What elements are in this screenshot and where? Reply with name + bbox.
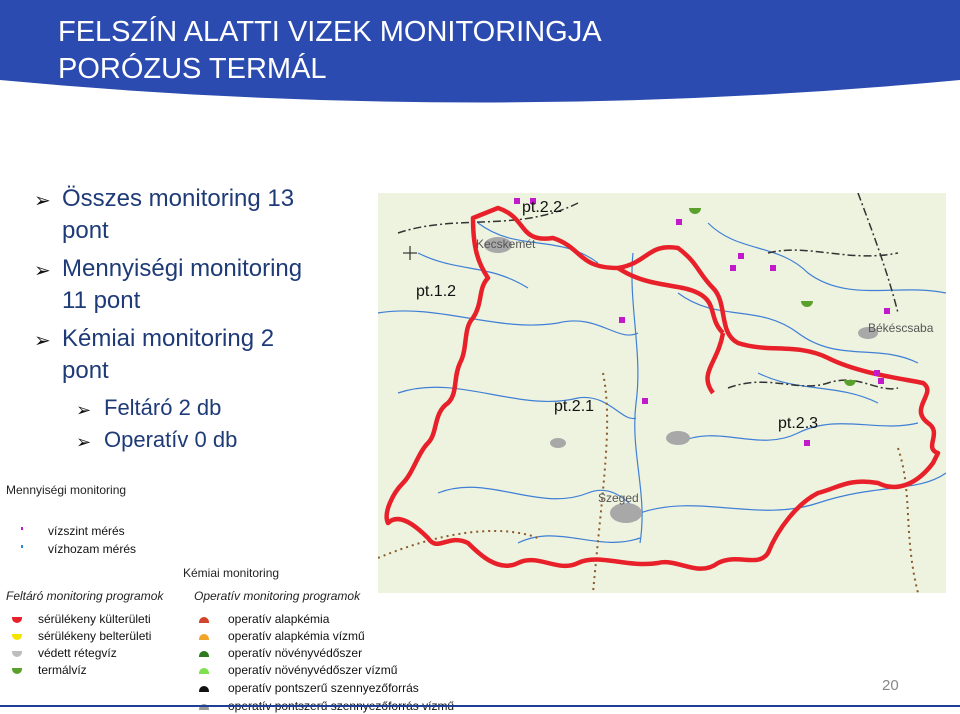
bullet-list bbox=[34, 183, 384, 457]
protected-layer-marker-icon bbox=[12, 651, 22, 657]
page-number: 20 bbox=[882, 677, 899, 694]
vulnerable-inner-marker-icon bbox=[12, 634, 22, 640]
legend-operative-pesticide: operatív növényvédőszer bbox=[228, 646, 363, 660]
legend-operative-point-source: operatív pontszerű szennyezőforrás bbox=[228, 681, 419, 695]
legend-water-yield: vízhozam mérés bbox=[48, 542, 137, 556]
map-label-pt22: pt.2.2 bbox=[522, 199, 563, 216]
map-label-pt23: pt.2.3 bbox=[778, 415, 819, 432]
legend-protected-layer: védett rétegvíz bbox=[38, 646, 117, 660]
legend-operative-basic-chem-waterworks: operatív alapkémia vízmű bbox=[228, 629, 365, 643]
map-label-pt21: pt.2.1 bbox=[554, 398, 595, 415]
water-yield-marker-icon bbox=[21, 545, 23, 548]
arrow-bullet-icon: ➢ bbox=[76, 400, 92, 420]
arrow-bullet-icon: ➢ bbox=[34, 330, 51, 352]
legend-operative-title: Operatív monitoring programok bbox=[194, 589, 361, 603]
bullet-exploratory: ➢ Feltáró 2 db bbox=[76, 393, 384, 423]
arrow-bullet-icon: ➢ bbox=[34, 260, 51, 282]
monitoring-map bbox=[378, 193, 946, 593]
legend-chemical-title: Kémiai monitoring bbox=[183, 566, 280, 580]
legend-vulnerable-inner: sérülékeny belterületi bbox=[38, 629, 152, 643]
legend-operative-pesticide-waterworks: operatív növényvédőszer vízmű bbox=[228, 663, 398, 677]
water-level-marker-icon bbox=[21, 527, 23, 530]
bullet-total: ➢ Összes monitoring 13 pont bbox=[34, 185, 295, 244]
legend-water-level: vízszint mérés bbox=[48, 524, 125, 538]
operative-pesticide-marker-icon bbox=[199, 651, 209, 657]
legend-exploratory-title: Feltáró monitoring programok bbox=[6, 589, 164, 603]
bullet-quantity: ➢ Mennyiségi monitoring 11 pont bbox=[34, 255, 303, 314]
operative-point-source-marker-icon bbox=[199, 686, 209, 692]
legend-thermal-water: termálvíz bbox=[38, 663, 87, 677]
title-line-1: FELSZÍN ALATTI VIZEK MONITORINGJA bbox=[58, 16, 602, 48]
arrow-bullet-icon: ➢ bbox=[76, 432, 92, 452]
footer-line bbox=[0, 705, 960, 707]
operative-pesticide-waterworks-marker-icon bbox=[199, 668, 209, 674]
legend-vulnerable-outskirts: sérülékeny külterületi bbox=[38, 612, 151, 626]
map-city-kecskemet: Kecskemét bbox=[476, 237, 536, 251]
map-city-bekescsaba: Békéscsaba bbox=[868, 321, 934, 335]
legend-operative-basic-chem: operatív alapkémia bbox=[228, 612, 330, 626]
arrow-bullet-icon: ➢ bbox=[34, 190, 51, 212]
page-title bbox=[58, 14, 602, 88]
title-line-2: PORÓZUS TERMÁL bbox=[58, 53, 327, 85]
map-graphic bbox=[378, 193, 946, 593]
legend-quantity-title: Mennyiségi monitoring bbox=[6, 483, 127, 497]
map-label-pt12: pt.1.2 bbox=[416, 283, 457, 300]
bullet-operative: ➢ Operatív 0 db bbox=[76, 425, 384, 455]
vulnerable-outskirts-marker-icon bbox=[12, 617, 22, 623]
operative-basic-chem-marker-icon bbox=[199, 617, 209, 623]
bullet-chemical: ➢ Kémiai monitoring 2 pont bbox=[34, 325, 275, 384]
operative-basic-chem-waterworks-marker-icon bbox=[199, 634, 209, 640]
thermal-water-marker-icon bbox=[12, 668, 22, 674]
map-city-szeged: Szeged bbox=[598, 491, 639, 505]
header-banner bbox=[0, 0, 960, 105]
